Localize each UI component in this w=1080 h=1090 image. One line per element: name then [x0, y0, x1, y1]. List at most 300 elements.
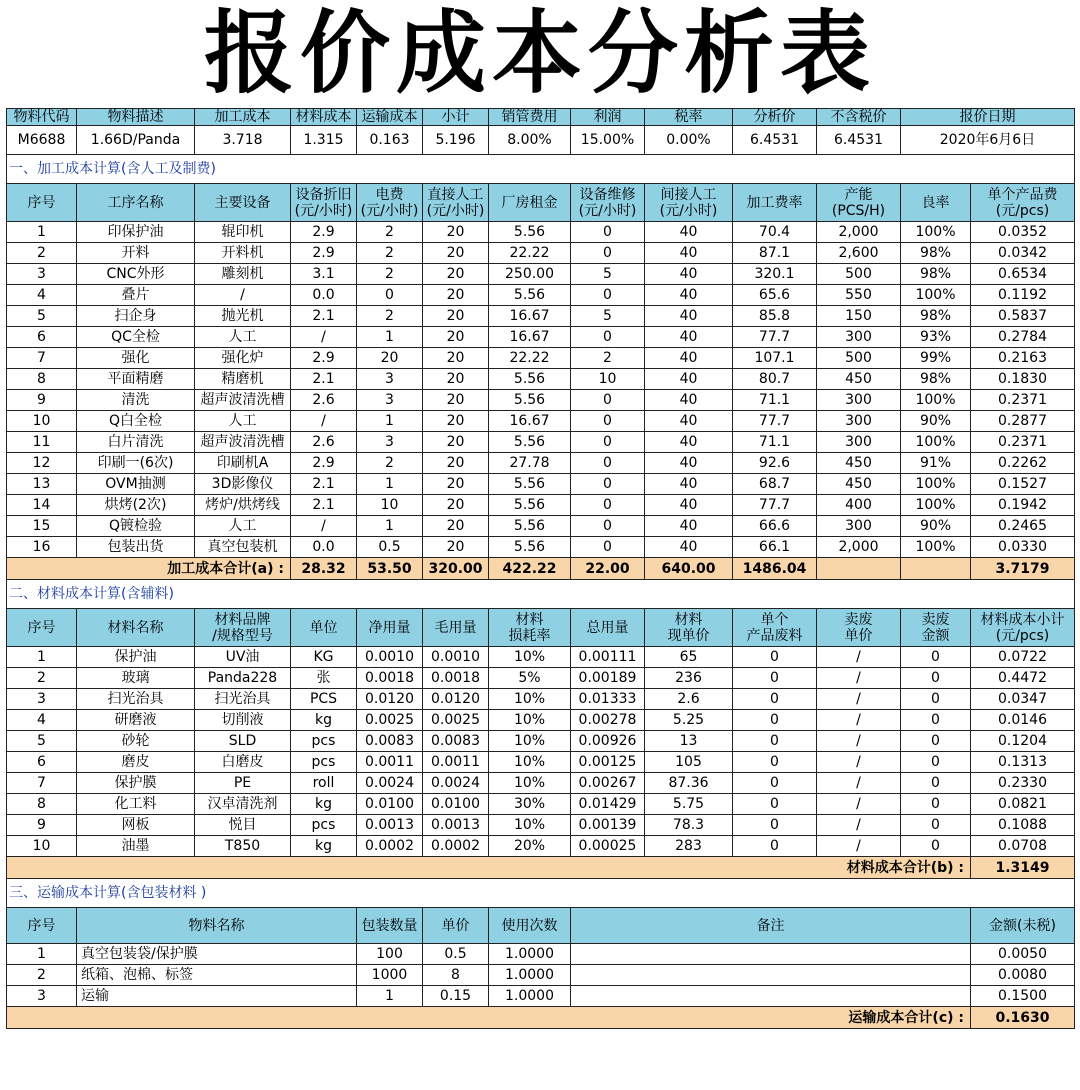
table-cell: 5.75 — [645, 794, 733, 815]
total-value: 3.7179 — [971, 558, 1075, 580]
table-cell: 0 — [901, 689, 971, 710]
table-cell: 0.0002 — [423, 836, 489, 857]
table-cell: 0 — [733, 689, 817, 710]
table-cell: 250.00 — [489, 264, 571, 285]
total-value: 1.3149 — [971, 857, 1075, 879]
table-cell: 100% — [901, 390, 971, 411]
table-cell: 2 — [7, 243, 77, 264]
table-cell: 0.0080 — [971, 965, 1075, 986]
column-header: 主要设备 — [195, 184, 291, 222]
table-cell: 300 — [817, 516, 901, 537]
table-row — [7, 411, 1075, 432]
table-cell: 0.0011 — [357, 752, 423, 773]
table-cell: 20 — [423, 348, 489, 369]
table-cell: 0 — [733, 668, 817, 689]
table-cell: 2.6 — [291, 432, 357, 453]
summary-value: 6.4531 — [817, 126, 901, 155]
table-cell: 20 — [423, 516, 489, 537]
table-cell: 2.1 — [291, 369, 357, 390]
table-cell: 5.56 — [489, 369, 571, 390]
table-cell: 450 — [817, 474, 901, 495]
table-cell: 0 — [571, 243, 645, 264]
column-header: 卖废 金额 — [901, 609, 971, 647]
table-row — [7, 495, 1075, 516]
table-cell: 开料机 — [195, 243, 291, 264]
table-cell: 16.67 — [489, 411, 571, 432]
table-cell: 0 — [901, 752, 971, 773]
table-row — [7, 668, 1075, 689]
table-cell: 68.7 — [733, 474, 817, 495]
table-cell: 77.7 — [733, 411, 817, 432]
section-title: 一、加工成本计算(含人工及制费) — [7, 155, 1075, 184]
table-cell: 100 — [357, 944, 423, 965]
table-cell: 5 — [7, 731, 77, 752]
table-cell: 2.9 — [291, 243, 357, 264]
table-cell: 1 — [357, 327, 423, 348]
table-cell: 0 — [901, 794, 971, 815]
table-cell: 印保护油 — [77, 222, 195, 243]
table-cell: 5 — [571, 306, 645, 327]
table-cell: 3 — [357, 432, 423, 453]
table-cell: 扫企身 — [77, 306, 195, 327]
table-cell: 0.0 — [291, 285, 357, 306]
table-cell: roll — [291, 773, 357, 794]
table-cell: 雕刻机 — [195, 264, 291, 285]
table-cell: 3 — [7, 689, 77, 710]
column-header: 良率 — [901, 184, 971, 222]
table-cell: 2.1 — [291, 306, 357, 327]
table-cell: 砂轮 — [77, 731, 195, 752]
column-header: 备注 — [571, 908, 971, 944]
table-cell: 0 — [733, 731, 817, 752]
table-cell: 71.1 — [733, 432, 817, 453]
table-cell: 15 — [7, 516, 77, 537]
table-cell: 0.0013 — [423, 815, 489, 836]
table-cell: 10% — [489, 752, 571, 773]
table-cell: 0 — [901, 773, 971, 794]
summary-header: 分析价 — [733, 109, 817, 126]
table-cell: 0.15 — [423, 986, 489, 1007]
table-cell: 0.0708 — [971, 836, 1075, 857]
table-row — [7, 285, 1075, 306]
table-cell: 100% — [901, 432, 971, 453]
table-cell: 0.0050 — [971, 944, 1075, 965]
table-cell: 真空包装机 — [195, 537, 291, 558]
table-cell: 40 — [645, 390, 733, 411]
table-cell: 100% — [901, 285, 971, 306]
table-cell: 40 — [645, 411, 733, 432]
summary-header: 小计 — [423, 109, 489, 126]
table-cell: OVM抽测 — [77, 474, 195, 495]
column-header: 材料品牌 /规格型号 — [195, 609, 291, 647]
table-cell: 0 — [571, 222, 645, 243]
summary-value: 0.00% — [645, 126, 733, 155]
table-row — [7, 710, 1075, 731]
table-cell: 0.1192 — [971, 285, 1075, 306]
table-cell: 开料 — [77, 243, 195, 264]
table-cell: 0.00025 — [571, 836, 645, 857]
table-cell: / — [817, 668, 901, 689]
table-cell: 0.0100 — [423, 794, 489, 815]
summary-value: 3.718 — [195, 126, 291, 155]
table-cell: Q镀检验 — [77, 516, 195, 537]
table-cell: 2 — [357, 264, 423, 285]
table-cell: 300 — [817, 432, 901, 453]
table-cell: 90% — [901, 411, 971, 432]
table-cell: 0 — [571, 474, 645, 495]
table-cell — [571, 965, 971, 986]
table-cell: 0.2784 — [971, 327, 1075, 348]
table-cell: 辊印机 — [195, 222, 291, 243]
material-total-row — [7, 857, 1075, 879]
table-cell: 3D影像仪 — [195, 474, 291, 495]
summary-header: 销管费用 — [489, 109, 571, 126]
table-cell: 20 — [423, 432, 489, 453]
table-cell: 0.0024 — [357, 773, 423, 794]
table-cell: 0.1500 — [971, 986, 1075, 1007]
table-cell: 500 — [817, 348, 901, 369]
table-cell: 5.25 — [645, 710, 733, 731]
table-cell: / — [817, 752, 901, 773]
table-cell: 0.4472 — [971, 668, 1075, 689]
table-row — [7, 986, 1075, 1007]
table-cell: 1 — [7, 222, 77, 243]
table-cell: 包装出货 — [77, 537, 195, 558]
table-cell: pcs — [291, 752, 357, 773]
table-cell — [571, 944, 971, 965]
table-cell: 5.56 — [489, 390, 571, 411]
column-header: 电费 (元/小时) — [357, 184, 423, 222]
table-row — [7, 944, 1075, 965]
table-row — [7, 453, 1075, 474]
table-cell: 10% — [489, 710, 571, 731]
table-cell: 真空包装袋/保护膜 — [77, 944, 357, 965]
table-cell: 85.8 — [733, 306, 817, 327]
table-cell: 化工料 — [77, 794, 195, 815]
table-cell: 0 — [901, 647, 971, 668]
table-cell: 印刷机A — [195, 453, 291, 474]
table-cell: 5 — [7, 306, 77, 327]
table-cell: 0 — [733, 773, 817, 794]
table-cell: 1.0000 — [489, 986, 571, 1007]
table-cell: 0.00189 — [571, 668, 645, 689]
table-cell: 2.9 — [291, 222, 357, 243]
table-cell: 0.2371 — [971, 390, 1075, 411]
table-row — [7, 689, 1075, 710]
table-cell: 70.4 — [733, 222, 817, 243]
table-cell: / — [817, 731, 901, 752]
table-cell: 7 — [7, 773, 77, 794]
column-header: 加工费率 — [733, 184, 817, 222]
table-cell: 人工 — [195, 327, 291, 348]
summary-header: 不含税价 — [817, 109, 901, 126]
table-cell: 0.00111 — [571, 647, 645, 668]
table-cell: 1 — [357, 411, 423, 432]
table-row — [7, 306, 1075, 327]
column-header: 序号 — [7, 609, 77, 647]
summary-header: 运输成本 — [357, 109, 423, 126]
table-cell: kg — [291, 710, 357, 731]
table-cell: 0.00125 — [571, 752, 645, 773]
table-cell: 2.9 — [291, 348, 357, 369]
table-cell: 0.01333 — [571, 689, 645, 710]
table-cell: 抛光机 — [195, 306, 291, 327]
table-cell: 27.78 — [489, 453, 571, 474]
summary-value: 0.163 — [357, 126, 423, 155]
table-cell: 0 — [733, 647, 817, 668]
table-cell: / — [817, 836, 901, 857]
table-cell: 白磨皮 — [195, 752, 291, 773]
table-cell: 2.9 — [291, 453, 357, 474]
table-row — [7, 731, 1075, 752]
table-cell: 清洗 — [77, 390, 195, 411]
table-cell: 40 — [645, 243, 733, 264]
column-header: 序号 — [7, 908, 77, 944]
table-cell: 99% — [901, 348, 971, 369]
table-cell — [571, 986, 971, 1007]
table-cell: 2 — [357, 222, 423, 243]
table-cell: 0.00139 — [571, 815, 645, 836]
table-cell: 100% — [901, 495, 971, 516]
transport-header-row — [7, 908, 1075, 944]
table-cell: / — [291, 327, 357, 348]
column-header: 总用量 — [571, 609, 645, 647]
table-cell: 1 — [357, 986, 423, 1007]
table-cell: 236 — [645, 668, 733, 689]
table-cell: 0 — [901, 836, 971, 857]
table-cell: 283 — [645, 836, 733, 857]
table-cell: 105 — [645, 752, 733, 773]
table-cell: 0 — [571, 390, 645, 411]
table-cell: 0.0146 — [971, 710, 1075, 731]
table-cell: 4 — [7, 285, 77, 306]
table-cell: 纸箱、泡棉、标签 — [77, 965, 357, 986]
table-cell: 16.67 — [489, 327, 571, 348]
table-cell: 0 — [571, 285, 645, 306]
total-value — [817, 558, 901, 580]
table-cell: 玻璃 — [77, 668, 195, 689]
table-cell: 40 — [645, 495, 733, 516]
table-cell: 5% — [489, 668, 571, 689]
total-value: 1486.04 — [733, 558, 817, 580]
table-cell: 0.1942 — [971, 495, 1075, 516]
table-cell: 网板 — [77, 815, 195, 836]
total-value: 320.00 — [423, 558, 489, 580]
table-cell: 保护油 — [77, 647, 195, 668]
table-cell: 2 — [7, 668, 77, 689]
table-cell: 0.0025 — [357, 710, 423, 731]
table-cell: 烤炉/烘烤线 — [195, 495, 291, 516]
column-header: 间接人工 (元/小时) — [645, 184, 733, 222]
table-cell: 10 — [357, 495, 423, 516]
summary-value: 8.00% — [489, 126, 571, 155]
table-cell: 2.6 — [645, 689, 733, 710]
table-cell: / — [817, 815, 901, 836]
table-cell: 0 — [571, 327, 645, 348]
summary-header: 报价日期 — [901, 109, 1075, 126]
summary-value: 1.315 — [291, 126, 357, 155]
summary-header: 材料成本 — [291, 109, 357, 126]
total-label: 材料成本合计(b) : — [7, 857, 971, 879]
table-cell: 2.6 — [291, 390, 357, 411]
table-cell: CNC外形 — [77, 264, 195, 285]
column-header: 序号 — [7, 184, 77, 222]
table-cell: QC全检 — [77, 327, 195, 348]
table-cell: 2.1 — [291, 474, 357, 495]
table-cell: 90% — [901, 516, 971, 537]
table-cell: 0.0722 — [971, 647, 1075, 668]
table-cell: 13 — [7, 474, 77, 495]
total-value: 28.32 — [291, 558, 357, 580]
table-cell: 0.2465 — [971, 516, 1075, 537]
table-cell: 5.56 — [489, 432, 571, 453]
table-cell: 20 — [423, 222, 489, 243]
column-header: 设备维修 (元/小时) — [571, 184, 645, 222]
table-cell: 0.0010 — [423, 647, 489, 668]
table-cell: 1.0000 — [489, 965, 571, 986]
table-cell: 0.0010 — [357, 647, 423, 668]
table-cell: 切削液 — [195, 710, 291, 731]
table-row — [7, 348, 1075, 369]
table-cell: 5.56 — [489, 474, 571, 495]
total-value: 0.1630 — [971, 1007, 1075, 1029]
column-header-row — [7, 184, 1075, 222]
table-cell: 300 — [817, 327, 901, 348]
table-cell: 张 — [291, 668, 357, 689]
table-cell: 20 — [423, 453, 489, 474]
column-header: 单位 — [291, 609, 357, 647]
table-cell: 0 — [571, 516, 645, 537]
table-cell: 油墨 — [77, 836, 195, 857]
table-cell: 1000 — [357, 965, 423, 986]
table-cell: 0.0024 — [423, 773, 489, 794]
table-cell: 87.1 — [733, 243, 817, 264]
table-cell: 40 — [645, 537, 733, 558]
table-cell: 10% — [489, 647, 571, 668]
table-cell: 98% — [901, 306, 971, 327]
section-processing — [7, 155, 1075, 184]
table-cell: 0 — [571, 453, 645, 474]
table-cell: 20 — [423, 285, 489, 306]
total-value: 640.00 — [645, 558, 733, 580]
column-header: 材料 损耗率 — [489, 609, 571, 647]
table-cell: 66.1 — [733, 537, 817, 558]
table-cell: PCS — [291, 689, 357, 710]
table-cell: 2 — [357, 306, 423, 327]
table-cell: 0.0120 — [423, 689, 489, 710]
table-cell: 10 — [571, 369, 645, 390]
table-cell: 0.0018 — [423, 668, 489, 689]
column-header: 毛用量 — [423, 609, 489, 647]
table-cell: 20 — [423, 474, 489, 495]
table-cell: 8 — [423, 965, 489, 986]
table-cell: 20 — [423, 495, 489, 516]
table-cell: 9 — [7, 815, 77, 836]
table-row — [7, 965, 1075, 986]
table-cell: 0 — [571, 495, 645, 516]
table-cell: 8 — [7, 369, 77, 390]
table-row — [7, 537, 1075, 558]
table-cell: 2 — [571, 348, 645, 369]
table-cell: 12 — [7, 453, 77, 474]
table-cell: 强化 — [77, 348, 195, 369]
summary-header: 物料描述 — [77, 109, 195, 126]
table-cell: 450 — [817, 453, 901, 474]
section-material — [7, 580, 1075, 609]
table-cell: 20 — [423, 264, 489, 285]
table-cell: 40 — [645, 264, 733, 285]
column-header: 材料成本小计 (元/pcs) — [971, 609, 1075, 647]
table-cell: / — [291, 411, 357, 432]
table-cell: 0.2262 — [971, 453, 1075, 474]
table-cell: 20 — [423, 306, 489, 327]
table-cell: 40 — [645, 285, 733, 306]
table-cell: / — [817, 773, 901, 794]
table-cell: 100% — [901, 537, 971, 558]
table-cell: 0.00278 — [571, 710, 645, 731]
table-cell: 0.0330 — [971, 537, 1075, 558]
table-cell: 30% — [489, 794, 571, 815]
table-cell: 0.1313 — [971, 752, 1075, 773]
table-cell: 磨皮 — [77, 752, 195, 773]
table-cell: 6 — [7, 752, 77, 773]
summary-value: 2020年6月6日 — [901, 126, 1075, 155]
summary-header: 税率 — [645, 109, 733, 126]
table-cell: 0.2877 — [971, 411, 1075, 432]
table-cell: 10% — [489, 815, 571, 836]
table-cell: 0.00267 — [571, 773, 645, 794]
table-cell: 0 — [733, 752, 817, 773]
table-cell: 0.0013 — [357, 815, 423, 836]
column-header: 厂房租金 — [489, 184, 571, 222]
table-cell: 超声波清洗槽 — [195, 432, 291, 453]
table-cell: / — [817, 647, 901, 668]
table-cell: 0.0018 — [357, 668, 423, 689]
table-cell: 22.22 — [489, 348, 571, 369]
table-cell: 320.1 — [733, 264, 817, 285]
table-row — [7, 752, 1075, 773]
table-cell: 20 — [357, 348, 423, 369]
table-cell: 0.0120 — [357, 689, 423, 710]
table-cell: / — [291, 516, 357, 537]
table-cell: 2,000 — [817, 537, 901, 558]
table-cell: 5.56 — [489, 516, 571, 537]
column-header: 金额(未税) — [971, 908, 1075, 944]
column-header: 单价 — [423, 908, 489, 944]
table-cell: 40 — [645, 327, 733, 348]
table-cell: 0 — [901, 710, 971, 731]
table-cell: 汉卓清洗剂 — [195, 794, 291, 815]
table-cell: / — [817, 710, 901, 731]
column-header: 单个产品费 (元/pcs) — [971, 184, 1075, 222]
table-cell: 0 — [733, 710, 817, 731]
table-cell: 1 — [7, 944, 77, 965]
summary-value: 5.196 — [423, 126, 489, 155]
table-cell: 20 — [423, 327, 489, 348]
table-cell: 107.1 — [733, 348, 817, 369]
processing-total-row — [7, 558, 1075, 580]
table-cell: 保护膜 — [77, 773, 195, 794]
table-cell: 0.2330 — [971, 773, 1075, 794]
table-row — [7, 794, 1075, 815]
total-value: 53.50 — [357, 558, 423, 580]
table-row — [7, 327, 1075, 348]
table-row — [7, 647, 1075, 668]
table-cell: 人工 — [195, 516, 291, 537]
table-cell: 500 — [817, 264, 901, 285]
table-cell: 0.1527 — [971, 474, 1075, 495]
table-cell: 16.67 — [489, 306, 571, 327]
